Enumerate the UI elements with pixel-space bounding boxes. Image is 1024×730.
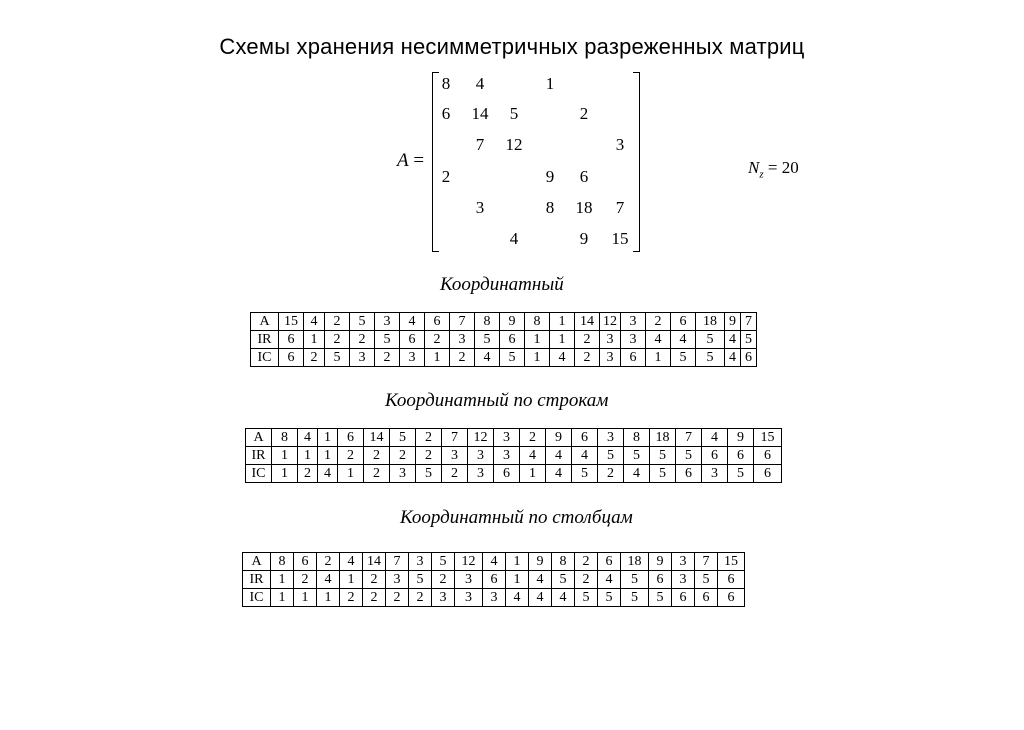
table-cell: 8 xyxy=(525,313,550,331)
table-cell: 3 xyxy=(468,447,494,465)
table-cell: 5 xyxy=(375,331,400,349)
table-row xyxy=(243,571,745,589)
matrix-cell: 15 xyxy=(611,229,629,248)
table-row xyxy=(251,313,757,331)
table-cell: 18 xyxy=(621,553,649,571)
table-cell: 1 xyxy=(272,465,298,483)
table-cell: 3 xyxy=(386,571,409,589)
table-cell: 6 xyxy=(676,465,702,483)
table-cell: 5 xyxy=(650,447,676,465)
table-cell: 6 xyxy=(294,553,317,571)
table-cell: 5 xyxy=(416,465,442,483)
matrix-cell: 7 xyxy=(475,135,485,154)
table-cell: 6 xyxy=(728,447,754,465)
table-cell: 6 xyxy=(649,571,672,589)
table-cell: 1 xyxy=(318,447,338,465)
table-cell: 5 xyxy=(649,589,672,607)
heading-coordinate: Координатный xyxy=(440,274,564,295)
table-cell: 7 xyxy=(450,313,475,331)
table-cell: 5 xyxy=(409,571,432,589)
table-cell: 6 xyxy=(572,429,598,447)
table-cell: 3 xyxy=(621,313,646,331)
matrix-left-bracket xyxy=(432,72,439,252)
table-coordinate xyxy=(250,312,757,367)
table-cell: 2 xyxy=(364,465,390,483)
matrix-cell: 9 xyxy=(545,167,555,186)
table-cell: 5 xyxy=(728,465,754,483)
table-cell: 2 xyxy=(294,571,317,589)
table-cell: 4 xyxy=(304,313,325,331)
matrix-cell: 8 xyxy=(441,74,451,93)
table-cell: 14 xyxy=(364,429,390,447)
table-cell: 2 xyxy=(390,447,416,465)
nz-value: = 20 xyxy=(767,158,799,177)
table-cell: 2 xyxy=(432,571,455,589)
table-cell: 3 xyxy=(621,331,646,349)
table-cell: 4 xyxy=(317,571,340,589)
matrix-right-bracket xyxy=(633,72,640,252)
table-cell: 9 xyxy=(529,553,552,571)
table-cell: 2 xyxy=(363,571,386,589)
table-cell: 3 xyxy=(483,589,506,607)
table-cell: 2 xyxy=(416,429,442,447)
table-coordinate-by-columns xyxy=(242,552,745,607)
matrix-cell: 4 xyxy=(509,229,519,248)
table-cell: 3 xyxy=(450,331,475,349)
table-cell: 1 xyxy=(550,331,575,349)
matrix-cell: 7 xyxy=(615,198,625,217)
table-cell: 3 xyxy=(600,331,621,349)
table-cell: 1 xyxy=(520,465,546,483)
table-row xyxy=(246,429,782,447)
table-cell: 4 xyxy=(725,349,741,367)
table-cell: 5 xyxy=(350,313,375,331)
table-cell: 2 xyxy=(363,589,386,607)
nonzero-count xyxy=(748,158,799,180)
table-cell: 9 xyxy=(500,313,525,331)
table-cell: 8 xyxy=(552,553,575,571)
table-cell: 2 xyxy=(386,589,409,607)
table-cell: 2 xyxy=(325,313,350,331)
table-cell: 12 xyxy=(455,553,483,571)
table-cell: 9 xyxy=(728,429,754,447)
table-cell: 4 xyxy=(298,429,318,447)
table-cell: 2 xyxy=(340,589,363,607)
matrix-cell: 6 xyxy=(441,104,451,123)
table-cell: 2 xyxy=(646,313,671,331)
table-cell: 6 xyxy=(741,349,757,367)
table-cell: 1 xyxy=(525,331,550,349)
table-cell: 6 xyxy=(279,331,304,349)
matrix-cell: 2 xyxy=(441,167,451,186)
table-cell: 15 xyxy=(718,553,745,571)
row-label: IC xyxy=(246,465,272,483)
table-cell: 1 xyxy=(646,349,671,367)
table-cell: 6 xyxy=(621,349,646,367)
table-cell: 1 xyxy=(317,589,340,607)
table-cell: 3 xyxy=(672,553,695,571)
table-cell: 8 xyxy=(271,553,294,571)
table-cell: 6 xyxy=(718,589,745,607)
table-cell: 4 xyxy=(572,447,598,465)
table-cell: 5 xyxy=(696,349,725,367)
table-cell: 4 xyxy=(529,589,552,607)
table-cell: 7 xyxy=(676,429,702,447)
table-cell: 5 xyxy=(500,349,525,367)
table-cell: 2 xyxy=(350,331,375,349)
row-label: IC xyxy=(243,589,271,607)
table-cell: 6 xyxy=(483,571,506,589)
table-cell: 8 xyxy=(624,429,650,447)
table-cell: 6 xyxy=(425,313,450,331)
table-cell: 5 xyxy=(624,447,650,465)
row-label: IR xyxy=(246,447,272,465)
table-cell: 3 xyxy=(598,429,624,447)
table-cell: 3 xyxy=(455,589,483,607)
table-cell: 2 xyxy=(317,553,340,571)
table-cell: 5 xyxy=(432,553,455,571)
table-cell: 5 xyxy=(325,349,350,367)
table-cell: 6 xyxy=(695,589,718,607)
table-cell: 6 xyxy=(500,331,525,349)
table-cell: 5 xyxy=(676,447,702,465)
table-cell: 5 xyxy=(552,571,575,589)
table-cell: 3 xyxy=(468,465,494,483)
table-cell: 7 xyxy=(442,429,468,447)
table-cell: 1 xyxy=(272,447,298,465)
table-row xyxy=(246,447,782,465)
table-cell: 4 xyxy=(475,349,500,367)
table-cell: 1 xyxy=(340,571,363,589)
matrix-cell: 4 xyxy=(475,74,485,93)
table-cell: 3 xyxy=(494,447,520,465)
table-cell: 1 xyxy=(550,313,575,331)
table-cell: 5 xyxy=(741,331,757,349)
table-cell: 1 xyxy=(506,553,529,571)
table-cell: 6 xyxy=(671,313,696,331)
table-cell: 18 xyxy=(696,313,725,331)
table-cell: 9 xyxy=(725,313,741,331)
table-cell: 4 xyxy=(546,465,572,483)
matrix-cell: 18 xyxy=(575,198,593,217)
table-cell: 3 xyxy=(375,313,400,331)
table-cell: 8 xyxy=(272,429,298,447)
table-cell: 6 xyxy=(598,553,621,571)
table-cell: 6 xyxy=(718,571,745,589)
table-cell: 2 xyxy=(338,447,364,465)
table-cell: 2 xyxy=(520,429,546,447)
table-cell: 3 xyxy=(702,465,728,483)
table-cell: 3 xyxy=(409,553,432,571)
matrix-cell: 9 xyxy=(579,229,589,248)
table-cell: 2 xyxy=(425,331,450,349)
table-cell: 4 xyxy=(702,429,728,447)
table-row xyxy=(251,331,757,349)
table-cell: 3 xyxy=(494,429,520,447)
table-cell: 1 xyxy=(506,571,529,589)
nz-symbol: N xyxy=(748,158,760,177)
table-cell: 1 xyxy=(338,465,364,483)
table-cell: 1 xyxy=(318,429,338,447)
table-cell: 4 xyxy=(671,331,696,349)
table-cell: 7 xyxy=(741,313,757,331)
table-cell: 15 xyxy=(279,313,304,331)
table-cell: 4 xyxy=(546,447,572,465)
matrix-cell: 5 xyxy=(509,104,519,123)
table-cell: 9 xyxy=(649,553,672,571)
heading-coordinate-by-columns: Координатный по столбцам xyxy=(400,507,633,528)
table-cell: 4 xyxy=(529,571,552,589)
table-cell: 2 xyxy=(364,447,390,465)
table-cell: 5 xyxy=(598,447,624,465)
table-cell: 1 xyxy=(525,349,550,367)
table-cell: 5 xyxy=(650,465,676,483)
table-cell: 2 xyxy=(375,349,400,367)
row-label: IC xyxy=(251,349,279,367)
table-cell: 1 xyxy=(271,571,294,589)
table-cell: 7 xyxy=(695,553,718,571)
nz-subscript: z xyxy=(759,168,764,181)
table-cell: 4 xyxy=(552,589,575,607)
table-cell: 4 xyxy=(550,349,575,367)
table-cell: 14 xyxy=(575,313,600,331)
table-cell: 2 xyxy=(575,571,598,589)
table-cell: 3 xyxy=(432,589,455,607)
matrix-label: A = xyxy=(397,150,425,171)
table-cell: 6 xyxy=(494,465,520,483)
table-cell: 7 xyxy=(386,553,409,571)
matrix-cell: 12 xyxy=(505,135,523,154)
table-cell: 2 xyxy=(325,331,350,349)
table-cell: 4 xyxy=(646,331,671,349)
table-cell: 3 xyxy=(350,349,375,367)
table-cell: 3 xyxy=(672,571,695,589)
table-cell: 2 xyxy=(598,465,624,483)
heading-coordinate-by-rows: Координатный по строкам xyxy=(385,390,609,411)
row-label: IR xyxy=(251,331,279,349)
table-cell: 6 xyxy=(754,465,782,483)
table-cell: 5 xyxy=(696,331,725,349)
table-cell: 18 xyxy=(650,429,676,447)
matrix-cell: 3 xyxy=(615,135,625,154)
row-label: IR xyxy=(243,571,271,589)
page-title: Схемы хранения несимметричных разреженных матриц xyxy=(219,34,805,59)
table-cell: 5 xyxy=(475,331,500,349)
table-cell: 6 xyxy=(672,589,695,607)
table-cell: 4 xyxy=(598,571,621,589)
table-cell: 5 xyxy=(671,349,696,367)
matrix-cell: 14 xyxy=(471,104,489,123)
table-cell: 1 xyxy=(298,447,318,465)
table-cell: 3 xyxy=(600,349,621,367)
table-cell: 6 xyxy=(400,331,425,349)
table-row xyxy=(243,553,745,571)
table-coordinate-by-rows xyxy=(245,428,782,483)
table-cell: 8 xyxy=(475,313,500,331)
table-cell: 2 xyxy=(442,465,468,483)
matrix-cell: 8 xyxy=(545,198,555,217)
table-cell: 4 xyxy=(400,313,425,331)
table-cell: 4 xyxy=(318,465,338,483)
table-cell: 1 xyxy=(294,589,317,607)
table-row xyxy=(243,589,745,607)
table-cell: 3 xyxy=(390,465,416,483)
table-cell: 5 xyxy=(575,589,598,607)
table-cell: 2 xyxy=(575,331,600,349)
matrix-cell: 6 xyxy=(579,167,589,186)
table-cell: 6 xyxy=(754,447,782,465)
matrix-cell: 2 xyxy=(579,104,589,123)
table-cell: 5 xyxy=(695,571,718,589)
table-cell: 2 xyxy=(409,589,432,607)
table-cell: 15 xyxy=(754,429,782,447)
table-cell: 2 xyxy=(304,349,325,367)
row-label: A xyxy=(243,553,271,571)
table-cell: 6 xyxy=(702,447,728,465)
table-cell: 2 xyxy=(575,349,600,367)
table-cell: 12 xyxy=(468,429,494,447)
matrix-cell: 1 xyxy=(545,74,555,93)
table-cell: 14 xyxy=(363,553,386,571)
table-cell: 1 xyxy=(425,349,450,367)
table-cell: 12 xyxy=(600,313,621,331)
table-cell: 2 xyxy=(450,349,475,367)
table-cell: 4 xyxy=(483,553,506,571)
table-cell: 5 xyxy=(621,589,649,607)
table-row xyxy=(246,465,782,483)
sparse-matrix xyxy=(432,72,640,252)
table-cell: 2 xyxy=(575,553,598,571)
table-cell: 3 xyxy=(455,571,483,589)
table-cell: 1 xyxy=(304,331,325,349)
table-cell: 2 xyxy=(298,465,318,483)
table-cell: 3 xyxy=(400,349,425,367)
row-label: A xyxy=(251,313,279,331)
table-cell: 9 xyxy=(546,429,572,447)
table-row xyxy=(251,349,757,367)
table-cell: 4 xyxy=(506,589,529,607)
table-cell: 5 xyxy=(598,589,621,607)
table-cell: 4 xyxy=(624,465,650,483)
table-cell: 3 xyxy=(442,447,468,465)
table-cell: 6 xyxy=(279,349,304,367)
table-cell: 2 xyxy=(416,447,442,465)
table-cell: 4 xyxy=(520,447,546,465)
table-cell: 4 xyxy=(725,331,741,349)
table-cell: 5 xyxy=(621,571,649,589)
table-cell: 5 xyxy=(572,465,598,483)
matrix-cell: 3 xyxy=(475,198,485,217)
table-cell: 5 xyxy=(390,429,416,447)
table-cell: 4 xyxy=(340,553,363,571)
row-label: A xyxy=(246,429,272,447)
table-cell: 6 xyxy=(338,429,364,447)
table-cell: 1 xyxy=(271,589,294,607)
